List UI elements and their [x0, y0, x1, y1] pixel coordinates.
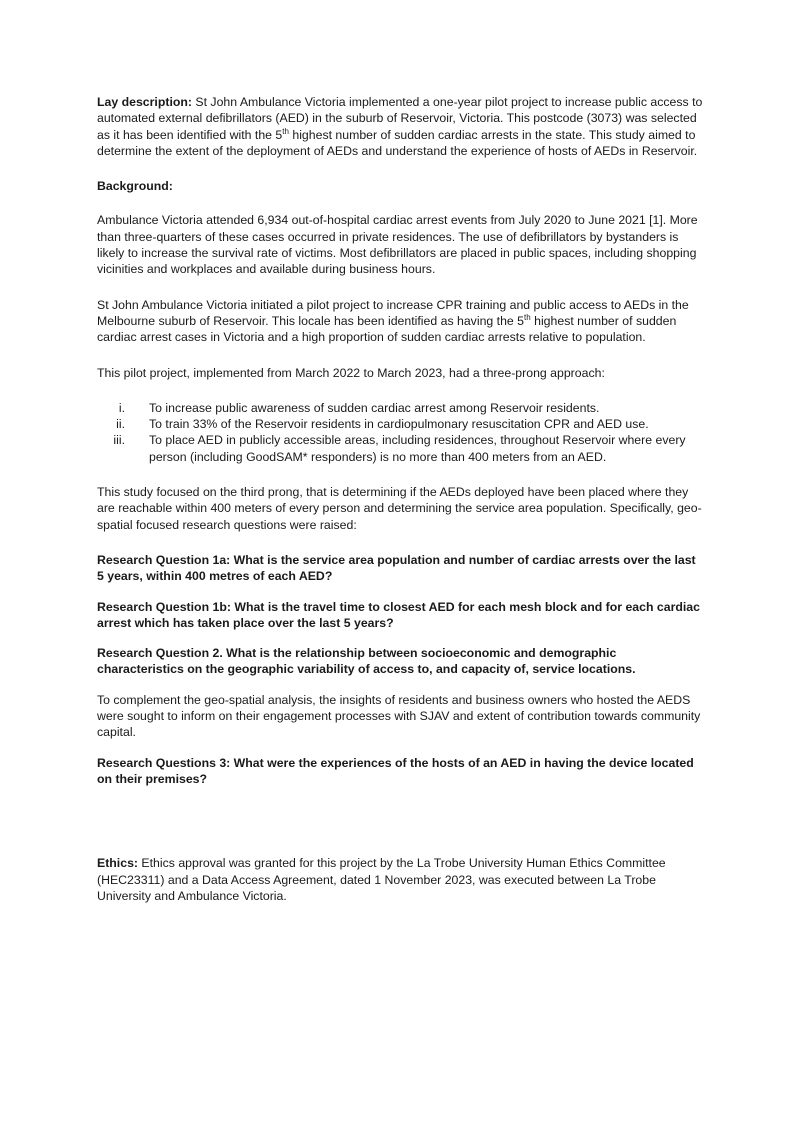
- list-item-text: To place AED in publicly accessible areas, including residences, throughout Reservoir where every person (including GoodSAM* responders) is no more than 400 meters from an AED.: [149, 433, 686, 464]
- lay-description-text-after: highest number of sudden cardiac arrests in the state. This study aimed to determine the extent of the deployment of AEDs and understand the experience of hosts of AEDs in Reservoir.: [97, 127, 698, 158]
- list-item: [97, 416, 703, 432]
- ethics-paragraph: [97, 855, 703, 904]
- background-heading: Background:: [97, 179, 173, 194]
- lay-description-text: St John Ambulance Victoria implemented a one-year pilot project to increase public access to automated external defibrillators (AED) in the suburb of Reservoir, Victoria. This postcode (3073) was selected as it has been identified with the 5: [97, 95, 703, 142]
- ethics-text: Ethics approval was granted for this project by the La Trobe University Human Ethics Committee (HEC23311) and a Data Access Agreement, dated 1 November 2023, was executed between La Trobe University and Ambulance Victoria.: [97, 856, 666, 903]
- list-item-number: ii.: [116, 417, 125, 432]
- background-paragraph-4: This study focused on the third prong, that is determining if the AEDs deployed have been placed where they are reachable within 400 meters of every person and determining the service area population. Specifically, geo-spatial focused research questions were raised:: [97, 485, 702, 532]
- superscript: th: [524, 312, 531, 322]
- research-question-3: Research Questions 3: What were the experiences of the hosts of an AED in having the device located on their premises?: [97, 755, 694, 786]
- lay-description-label: Lay description:: [97, 95, 192, 109]
- research-question-1b: Research Question 1b: What is the travel time to closest AED for each mesh block and for each cardiac arrest which has taken place over the last 5 years?: [97, 599, 700, 630]
- list-item-number: i.: [118, 400, 125, 415]
- lay-description: [97, 94, 703, 159]
- paragraph-text: St John Ambulance Victoria initiated a pilot project to increase CPR training and public access to AEDs in the Melbourne suburb of Reservoir. This locale has been identified as having the 5: [97, 297, 689, 328]
- paragraph-text-after: highest number of sudden cardiac arrest cases in Victoria and a high proportion of sudden cardiac arrests relative to population.: [97, 313, 677, 345]
- approach-list: [97, 400, 703, 465]
- ethics-label: Ethics:: [97, 856, 138, 871]
- document-page: [97, 94, 703, 904]
- research-question-2: Research Question 2. What is the relationship between socioeconomic and demographic characteristics on the geographic variability of access to, and capacity of, service locations.: [97, 646, 636, 677]
- superscript: th: [282, 126, 289, 136]
- list-item-text: To train 33% of the Reservoir residents in cardiopulmonary resuscitation CPR and AED use.: [149, 417, 649, 432]
- list-item-number: iii.: [113, 433, 125, 448]
- list-item: [97, 400, 703, 416]
- complement-paragraph: To complement the geo-spatial analysis, the insights of residents and business owners who hosted the AEDS were sought to inform on their engagement processes with SJAV and extent of contribution towards community capital.: [97, 692, 701, 740]
- background-paragraph-3: This pilot project, implemented from March 2022 to March 2023, had a three-prong approach:: [97, 365, 605, 380]
- list-item: [97, 432, 703, 465]
- background-paragraph-2: [97, 297, 703, 346]
- research-question-1a: Research Question 1a: What is the service area population and number of cardiac arrests over the last 5 years, within 400 metres of each AED?: [97, 552, 696, 584]
- list-item-text: To increase public awareness of sudden cardiac arrest among Reservoir residents.: [149, 400, 600, 415]
- background-paragraph-1: Ambulance Victoria attended 6,934 out-of-hospital cardiac arrest events from July 2020 to June 2021 [1]. More than three-quarters of these cases occurred in private residences. The use of defibrillators by bystanders is likely to increase the survival rate of victims. Most defibrillators are placed in public spaces, including shopping vicinities and workplaces and available during business hours.: [97, 213, 698, 277]
